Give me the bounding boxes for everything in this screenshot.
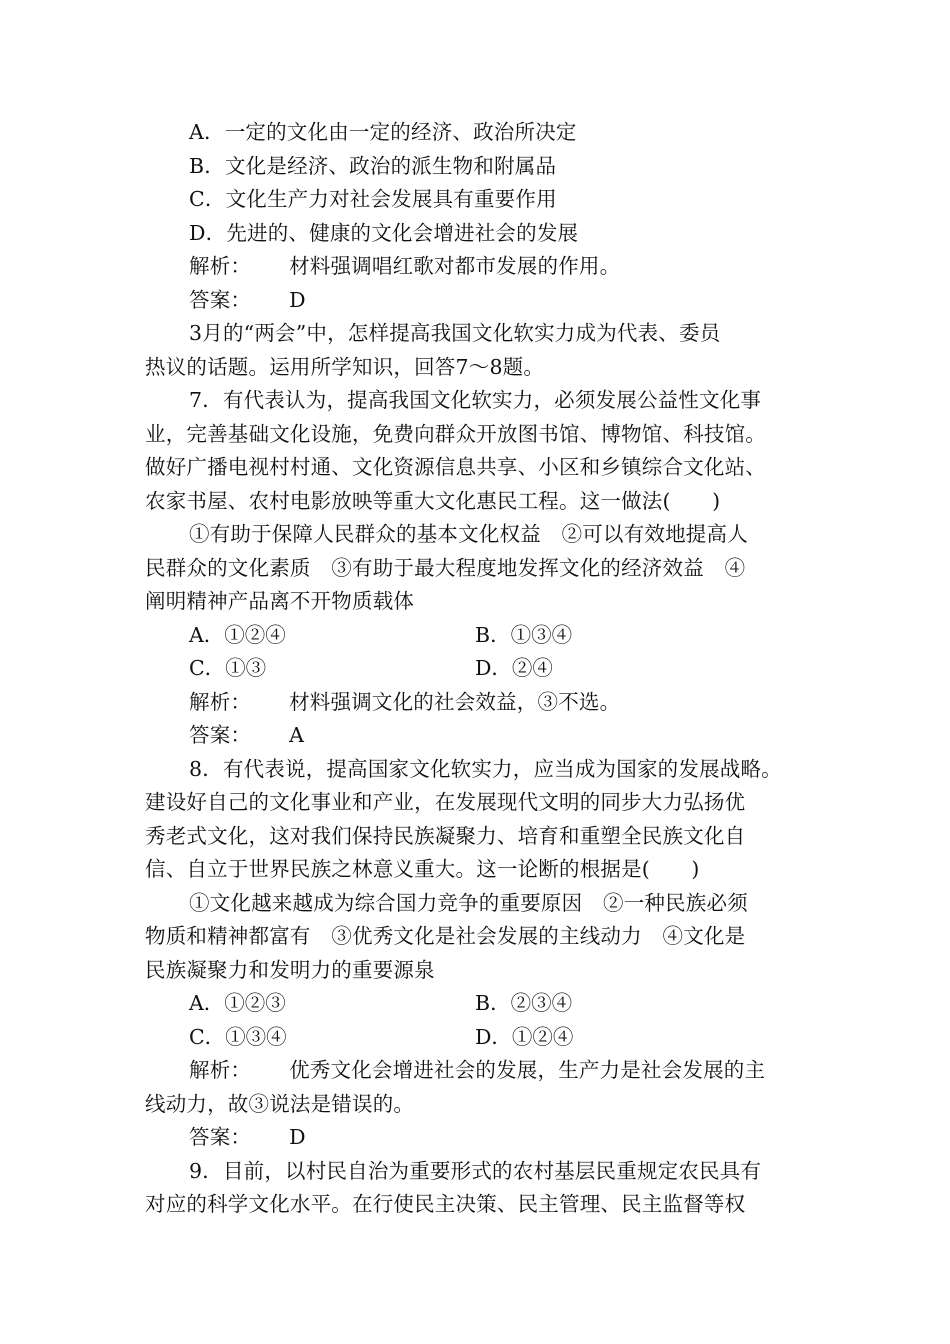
analysis-text: 优秀文化会增进社会的发展，生产力是社会发展的主 [289, 1058, 766, 1082]
q6-option-c: C．文化生产力对社会发展具有重要作用 [189, 187, 557, 211]
answer-label: 答案： [189, 723, 252, 747]
analysis-label: 解析： [189, 254, 252, 278]
q8-analysis-cont: 线动力，故③说法是错误的。 [145, 1091, 415, 1116]
answer-value: D [289, 1125, 306, 1149]
q8-statement-line: 物质和精神都富有 ③优秀文化是社会发展的主线动力 ④文化是 [145, 924, 746, 948]
q8-stem-line: 秀老式文化，这对我们保持民族凝聚力、培育和重塑全民族文化自 [145, 823, 746, 848]
answer-value: A [289, 723, 305, 747]
q7-options-row-2 [145, 652, 810, 686]
q7-option-a: A．①②④ [189, 622, 286, 647]
q7-statement-line: 民群众的文化素质 ③有助于最大程度地发挥文化的经济效益 ④ [145, 555, 746, 580]
q8-stem-line: 信、自立于世界民族之林意义重大。这一论断的根据是( ) [145, 857, 700, 881]
answer-label: 答案： [189, 1125, 252, 1149]
q7-stem-line: 农家书屋、农村电影放映等重大文化惠民工程。这一做法( ) [145, 488, 721, 513]
answer-label: 答案： [189, 287, 252, 312]
q7-stem-line: 7．有代表认为，提高我国文化软实力，必须发展公益性文化事 [189, 388, 762, 412]
analysis-text: 材料强调文化的社会效益，③不选。 [289, 689, 621, 714]
q7-analysis [145, 686, 810, 720]
q8-stem-line: 建设好自己的文化事业和产业，在发展现代文明的同步大力弘扬优 [145, 790, 746, 814]
q7-option-c: C．①③ [189, 656, 267, 680]
q6-answer [145, 284, 810, 318]
q8-statement-line: 民族凝聚力和发明力的重要源泉 [145, 957, 435, 982]
q7-answer [145, 719, 810, 753]
intro-line-1: 3月的“两会”中，怎样提高我国文化软实力成为代表、委员 [189, 321, 721, 345]
q8-option-c: C．①③④ [189, 1024, 287, 1049]
q7-stem-line: 做好广播电视村村通、文化资源信息共享、小区和乡镇综合文化站、 [145, 455, 766, 479]
answer-value: D [289, 287, 306, 312]
q8-option-b: B．②③④ [475, 991, 573, 1015]
q8-stem-line: 8．有代表说，提高国家文化软实力，应当成为国家的发展战略。 [189, 756, 782, 781]
document-body [145, 116, 810, 1222]
q7-statement-line: 阐明精神产品离不开物质载体 [145, 589, 415, 613]
q7-option-b: B．①③④ [475, 622, 573, 647]
q8-statement-line: ①文化越来越成为综合国力竞争的重要原因 ②一种民族必须 [189, 890, 748, 915]
analysis-label: 解析： [189, 689, 252, 714]
q7-option-d: D．②④ [475, 656, 553, 680]
q8-answer [145, 1121, 810, 1155]
analysis-text: 材料强调唱红歌对都市发展的作用。 [289, 254, 621, 278]
q8-option-d: D．①②④ [475, 1024, 574, 1049]
q8-option-a: A．①②③ [189, 991, 286, 1015]
q8-analysis [145, 1054, 810, 1088]
q9-stem-line: 对应的科学文化水平。在行使民主决策、民主管理、民主监督等权 [145, 1192, 746, 1216]
q9-stem-line: 9．目前，以村民自治为重要形式的农村基层民重规定农民具有 [189, 1158, 762, 1183]
q7-options-row-1 [145, 619, 810, 653]
q6-analysis [145, 250, 810, 284]
q6-option-b: B．文化是经济、政治的派生物和附属品 [189, 153, 557, 178]
analysis-label: 解析： [189, 1058, 252, 1082]
q7-statement-line: ①有助于保障人民群众的基本文化权益 ②可以有效地提高人 [189, 522, 748, 546]
q6-option-d: D．先进的、健康的文化会增进社会的发展 [189, 220, 579, 245]
intro-line-2: 热议的话题。运用所学知识，回答7～8题。 [145, 354, 545, 379]
q8-options-row-2 [145, 1021, 810, 1055]
q7-stem-line: 业，完善基础文化设施，免费向群众开放图书馆、博物馆、科技馆。 [145, 421, 766, 446]
q6-option-a: A．一定的文化由一定的经济、政治所决定 [189, 120, 577, 144]
q8-options-row-1 [145, 987, 810, 1021]
